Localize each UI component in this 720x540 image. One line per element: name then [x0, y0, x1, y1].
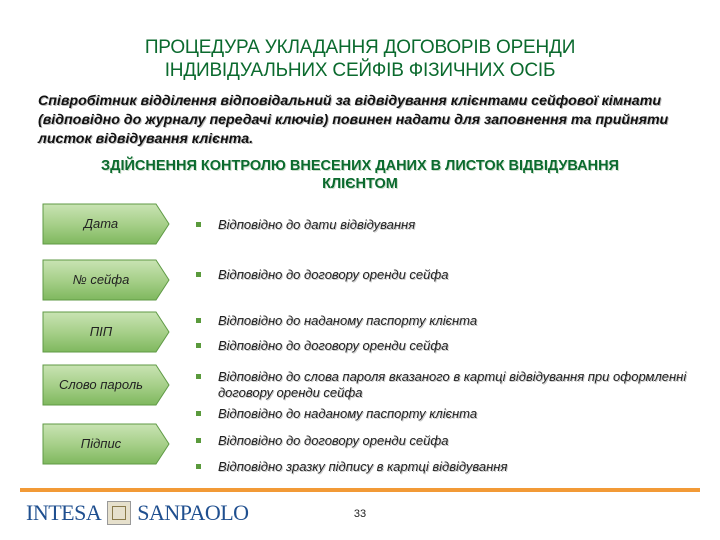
- intesa-sanpaolo-logo: [26, 500, 249, 526]
- section-subtitle: [60, 157, 660, 193]
- bullet-text: Відповідно до договору оренди сейфа: [218, 267, 449, 282]
- bullet-item: [196, 313, 698, 329]
- field-tag-label: Слово пароль: [58, 377, 144, 392]
- field-tag-label: Підпис: [80, 436, 122, 451]
- intesa-sanpaolo-mark-icon: [107, 501, 131, 525]
- field-tag-label: ПІП: [89, 324, 113, 339]
- field-tag-label: № сейфа: [72, 272, 130, 287]
- bullet-text: Відповідно зразку підпису в картці відвідування: [218, 459, 508, 474]
- page-title: [40, 36, 680, 82]
- square-bullet-icon: [196, 411, 201, 416]
- subtitle-line-1: ЗДІЙСНЕННЯ КОНТРОЛЮ ВНЕСЕНИХ ДАНИХ В ЛИСТОК ВІДВІДУВАННЯ: [101, 158, 619, 174]
- page-number: 33: [353, 508, 367, 520]
- field-tag-label: Дата: [83, 216, 119, 231]
- logo-text-right: SANPAOLO: [137, 500, 249, 525]
- bullet-item: [196, 267, 698, 283]
- field-tag-safe-number: [42, 259, 170, 301]
- field-tag-password-word: [42, 364, 170, 406]
- bullet-text: Відповідно до наданому паспорту клієнта: [218, 406, 478, 421]
- square-bullet-icon: [196, 222, 201, 227]
- square-bullet-icon: [196, 343, 201, 348]
- square-bullet-icon: [196, 272, 201, 277]
- field-tag-signature: [42, 423, 170, 465]
- intro-paragraph: Співробітник відділення відповідальний за відвідування клієнтами сейфової кімнати (відповідно до журналу передачі ключів) повинен надати для заповнення та прийняти листок відвідування клієнта.: [38, 93, 669, 147]
- subtitle-line-2: КЛІЄНТОМ: [322, 176, 398, 192]
- bullet-text: Відповідно до договору оренди сейфа: [218, 433, 449, 448]
- bullet-item: [196, 433, 698, 449]
- field-tag-date: [42, 203, 170, 245]
- bullet-item: [196, 338, 698, 354]
- square-bullet-icon: [196, 438, 201, 443]
- field-tag-full-name: [42, 311, 170, 353]
- logo-text-left: INTESA: [26, 500, 102, 525]
- bullet-text: Відповідно до дати відвідування: [218, 217, 416, 232]
- bullet-text: Відповідно до наданому паспорту клієнта: [218, 313, 478, 328]
- footer-divider: [20, 488, 700, 492]
- bullet-item: [196, 369, 698, 401]
- bullet-item: [196, 217, 698, 233]
- title-line-1: ПРОЦЕДУРА УКЛАДАННЯ ДОГОВОРІВ ОРЕНДИ: [144, 37, 576, 58]
- square-bullet-icon: [196, 318, 201, 323]
- bullet-text: Відповідно до слова пароля вказаного в картці відвідування при оформленні договору оренди сейфа: [218, 369, 687, 400]
- bullet-item: [196, 459, 698, 475]
- bullet-item: [196, 406, 698, 422]
- title-line-2: ІНДИВІДУАЛЬНИХ СЕЙФІВ ФІЗИЧНИХ ОСІБ: [164, 60, 556, 81]
- square-bullet-icon: [196, 464, 201, 469]
- bullet-text: Відповідно до договору оренди сейфа: [218, 338, 449, 353]
- square-bullet-icon: [196, 374, 201, 379]
